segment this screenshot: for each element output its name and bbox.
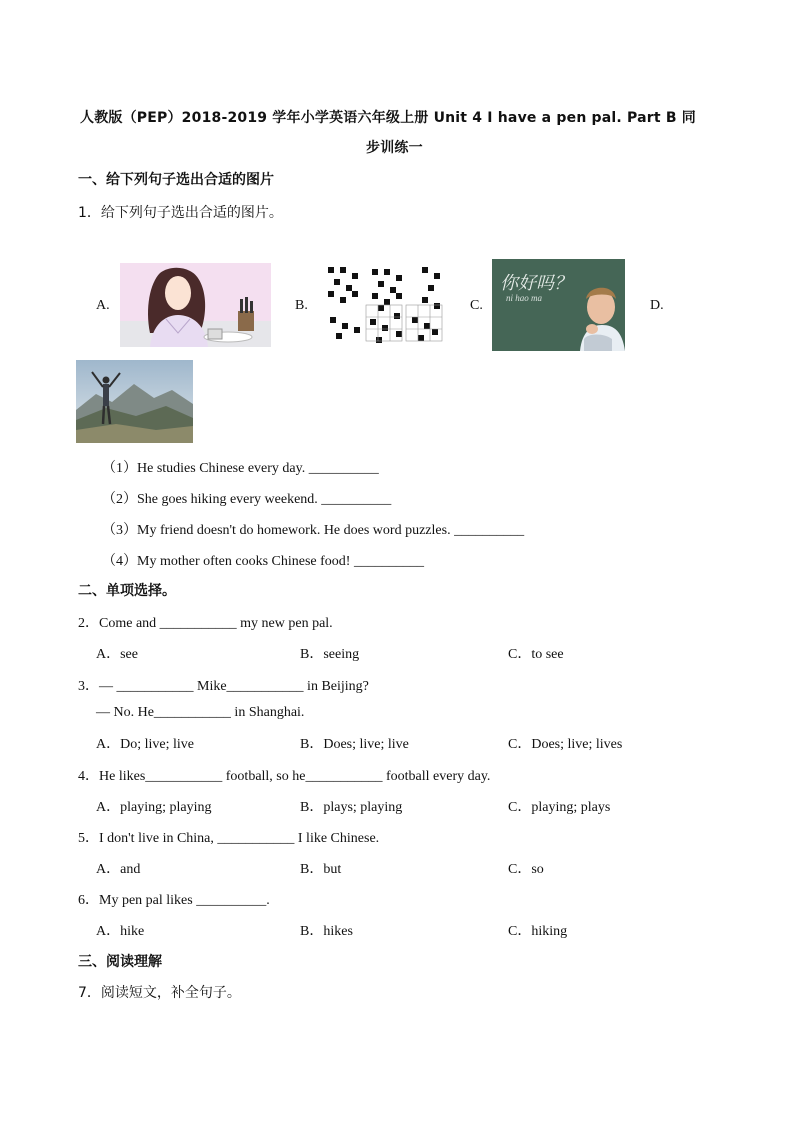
section1-heading: 一、给下列句子选出合适的图片 <box>78 172 274 188</box>
option-label-d: D. <box>650 298 664 313</box>
q1-item-3: （3）My friend doesn't do homework. He does word puzzles. __________ <box>102 523 525 538</box>
q4-stem: 4．He likes___________ football, so he___________ football every day. <box>78 769 491 784</box>
q6-option-c: C．hiking <box>508 924 568 939</box>
q2-option-b: B．seeing <box>300 647 360 662</box>
option-label-b: B. <box>295 298 308 313</box>
q6-option-a: A．hike <box>96 924 145 939</box>
question1-stem: 1．给下列句子选出合适的图片。 <box>78 205 283 221</box>
picture-a-woman-cooking <box>120 263 271 347</box>
q3-stem-reply: — No. He___________ in Shanghai. <box>96 705 305 720</box>
q5-option-b: B．but <box>300 862 342 877</box>
q3-stem: 3．— ___________ Mike___________ in Beijing? <box>78 679 369 694</box>
q2-option-c: C．to see <box>508 647 564 662</box>
q5-option-a: A．and <box>96 862 141 877</box>
picture-b-word-puzzle <box>322 263 447 347</box>
q1-item-2: （2）She goes hiking every weekend. __________ <box>102 492 392 507</box>
section2-heading: 二、单项选择。 <box>78 583 176 599</box>
q5-stem: 5．I don't live in China, ___________ I like Chinese. <box>78 831 380 846</box>
section3-heading: 三、阅读理解 <box>78 954 162 970</box>
q3-option-c: C．Does; live; lives <box>508 737 623 752</box>
option-label-a: A. <box>96 298 110 313</box>
q4-option-b: B．plays; playing <box>300 800 403 815</box>
picture-c-chinese-chalkboard <box>492 259 625 351</box>
option-label-c: C. <box>470 298 483 313</box>
q2-option-a: A．see <box>96 647 138 662</box>
q6-option-b: B．hikes <box>300 924 353 939</box>
q2-stem: 2．Come and ___________ my new pen pal. <box>78 616 333 631</box>
document-title-line2: 步训练一 <box>366 140 423 156</box>
chalkboard-pinyin: ni hao ma <box>506 293 542 303</box>
q1-item-4: （4）My mother often cooks Chinese food! __________ <box>102 554 424 569</box>
q5-option-c: C．so <box>508 862 544 877</box>
q4-option-c: C．playing; plays <box>508 800 611 815</box>
picture-d-hiking <box>76 360 193 443</box>
document-title-line1: 人教版（PEP）2018-2019 学年小学英语六年级上册 Unit 4 I have a pen pal. Part B 同 <box>80 110 696 126</box>
q3-option-b: B．Does; live; live <box>300 737 409 752</box>
q1-item-1: （1）He studies Chinese every day. __________ <box>102 461 379 476</box>
chalkboard-text: 你好吗？ <box>500 273 572 294</box>
question7-stem: 7．阅读短文，补全句子。 <box>78 985 241 1001</box>
q3-option-a: A．Do; live; live <box>96 737 194 752</box>
q6-stem: 6．My pen pal likes __________. <box>78 893 270 908</box>
q4-option-a: A．playing; playing <box>96 800 212 815</box>
